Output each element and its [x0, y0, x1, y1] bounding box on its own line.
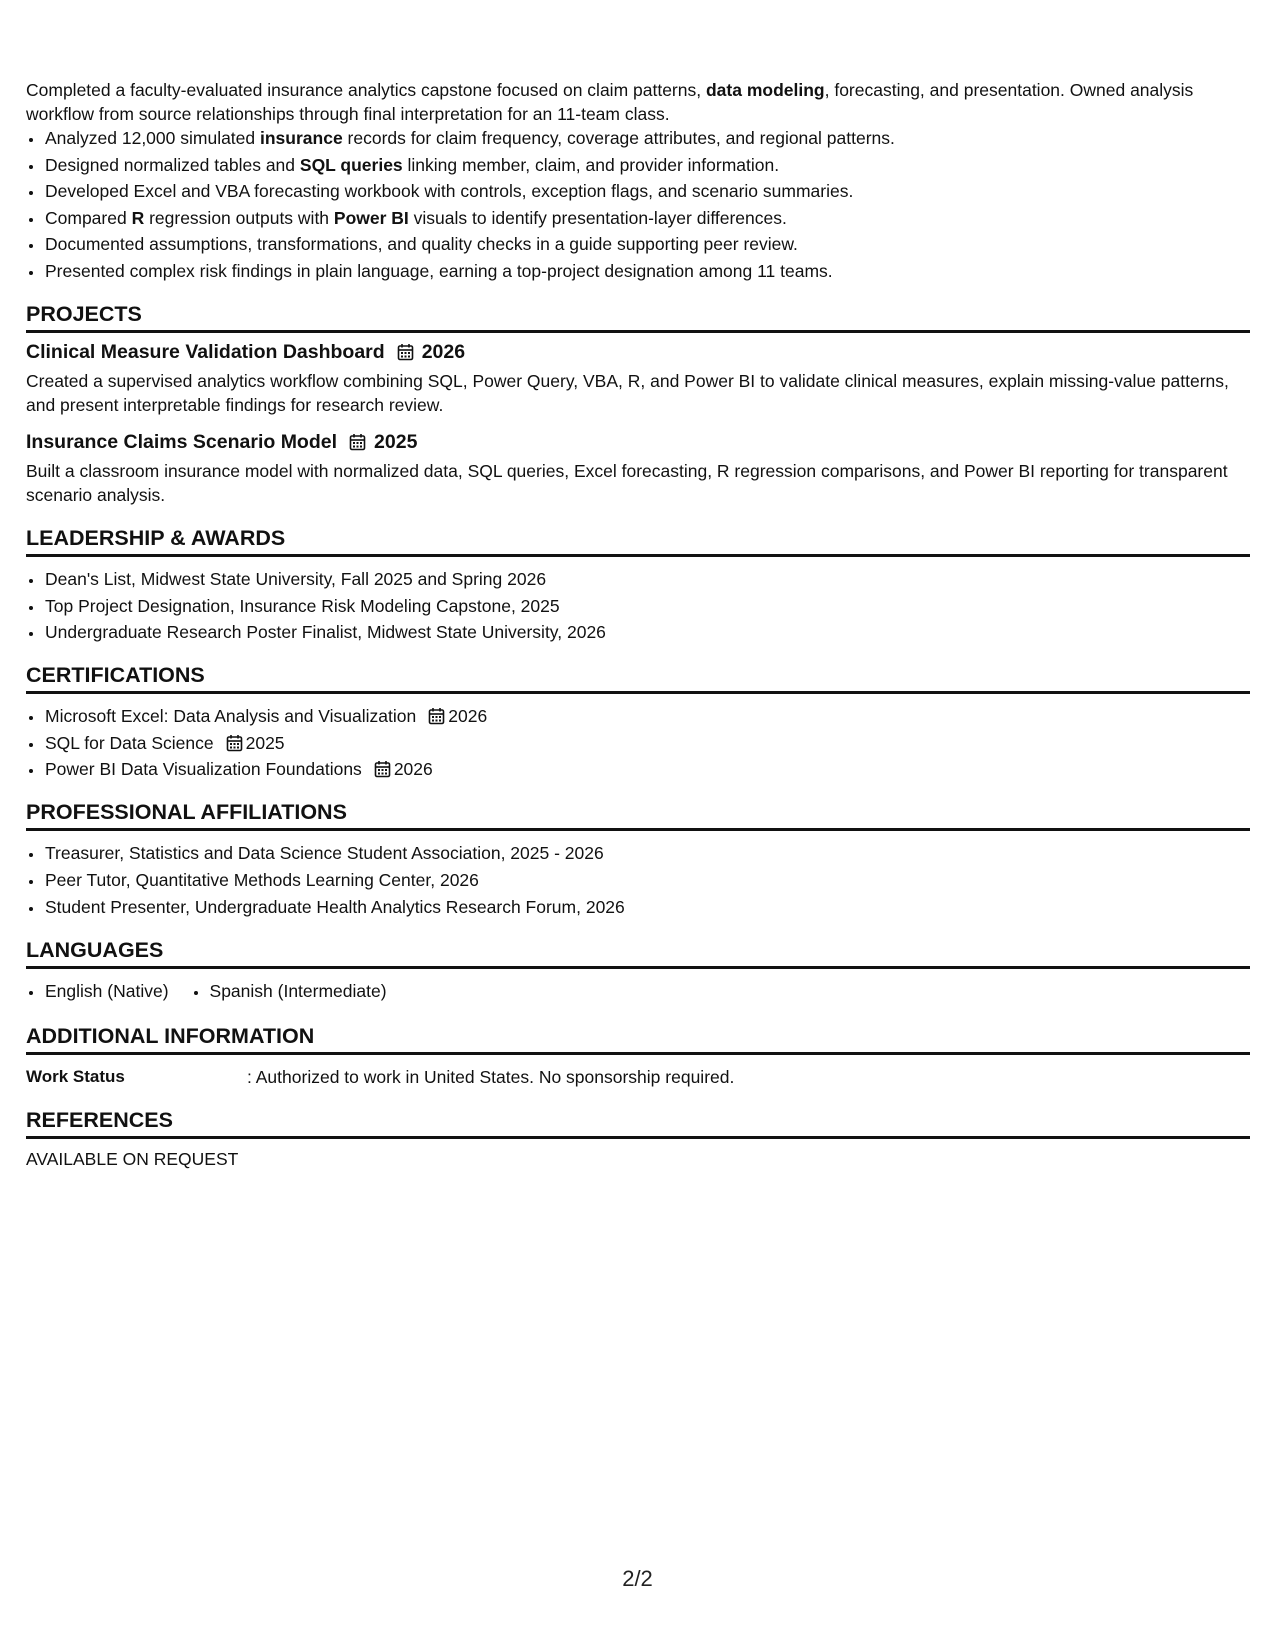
work-status-value: : Authorized to work in United States. No sponsorship required. [247, 1067, 735, 1088]
resume-page [26, 78, 1250, 1171]
leadership-section [26, 567, 1250, 644]
list-item: • Spanish (Intermediate) [209, 979, 387, 1003]
project-name: Clinical Measure Validation Dashboard [26, 340, 385, 363]
certification-name: Microsoft Excel: Data Analysis and Visualization [45, 706, 417, 727]
references-text: AVAILABLE ON REQUEST [26, 1149, 239, 1170]
list-item: • Documented assumptions, transformations, and quality checks in a guide supporting peer review. [44, 232, 1250, 256]
list-item: • Student Presenter, Undergraduate Health Analytics Research Forum, 2026 [44, 895, 1250, 919]
list-item [44, 731, 1250, 755]
project-date: 2025 [374, 430, 418, 453]
section-heading-affiliations: PROFESSIONAL AFFILIATIONS [26, 799, 1250, 831]
project-date: 2026 [421, 340, 466, 363]
list-item [44, 757, 1250, 781]
work-status-row [26, 1065, 1250, 1089]
list-item: • Developed Excel and VBA forecasting workbook with controls, exception flags, and scenario summaries. [44, 179, 1250, 203]
certification-name: SQL for Data Science [45, 732, 214, 753]
section-heading-projects: PROJECTS [26, 301, 1250, 333]
affiliations-section [26, 841, 1250, 918]
certification-name: Power BI Data Visualization Foundations [45, 759, 362, 780]
languages-section [26, 979, 1250, 1006]
section-heading-additional: ADDITIONAL INFORMATION [26, 1023, 1250, 1055]
projects-section [26, 339, 1250, 507]
list-item: • Top Project Designation, Insurance Risk Modeling Capstone, 2025 [44, 594, 1250, 618]
calendar-icon [397, 343, 414, 361]
project-description: Built a classroom insurance model with normalized data, SQL queries, Excel forecasting, R regression comparisons, and Power BI reporting for transparent scenario analysis. [26, 460, 1228, 505]
calendar-icon [374, 760, 391, 778]
capstone-summary [26, 78, 1250, 126]
list-item: • Designed normalized tables and SQL queries linking member, claim, and provider information. [44, 153, 1250, 177]
certification-date: 2026 [448, 706, 488, 727]
list-item [44, 704, 1250, 728]
list-item: • Analyzed 12,000 simulated insurance records for claim frequency, coverage attributes, and regional patterns. [44, 126, 1250, 150]
certifications-section [26, 704, 1250, 781]
section-heading-leadership: LEADERSHIP & AWARDS [26, 525, 1250, 557]
list-item: • Treasurer, Statistics and Data Science Student Association, 2025 - 2026 [44, 841, 1250, 865]
certification-date: 2026 [393, 759, 433, 780]
project-name: Insurance Claims Scenario Model [26, 430, 338, 453]
calendar-icon [226, 734, 243, 752]
work-status-label: Work Status [26, 1067, 125, 1087]
project-heading [26, 429, 1250, 455]
list-item: • English (Native) [44, 979, 169, 1003]
project-heading [26, 339, 1250, 365]
calendar-icon [349, 433, 366, 451]
project-description: Created a supervised analytics workflow combining SQL, Power Query, VBA, R, and Power BI to validate clinical measures, explain missing-value patterns, and present interpretable findings for research review. [26, 370, 1229, 415]
list-item: • Presented complex risk findings in plain language, earning a top-project designation among 11 teams. [44, 259, 1250, 283]
summary-keyword: data modeling [705, 80, 825, 100]
section-heading-certifications: CERTIFICATIONS [26, 662, 1250, 694]
certification-date: 2025 [245, 732, 285, 753]
summary-text-end: , forecasting, and presentation. Owned analysis workflow from source relationships through final interpretation for an 11-team class. [26, 80, 1194, 124]
section-heading-languages: LANGUAGES [26, 937, 1250, 969]
summary-text: Completed a faculty-evaluated insurance analytics capstone focused on claim patterns, [26, 80, 702, 100]
list-item: • Peer Tutor, Quantitative Methods Learning Center, 2026 [44, 868, 1250, 892]
page-number: 2/2 [622, 1566, 653, 1591]
list-item: • Dean's List, Midwest State University, Fall 2025 and Spring 2026 [44, 567, 1250, 591]
calendar-icon [428, 707, 445, 725]
capstone-bullets [26, 126, 1250, 283]
list-item: • Undergraduate Research Poster Finalist, Midwest State University, 2026 [44, 620, 1250, 644]
section-heading-references: REFERENCES [26, 1107, 1250, 1139]
list-item: • Compared R regression outputs with Power BI visuals to identify presentation-layer differences. [44, 206, 1250, 230]
